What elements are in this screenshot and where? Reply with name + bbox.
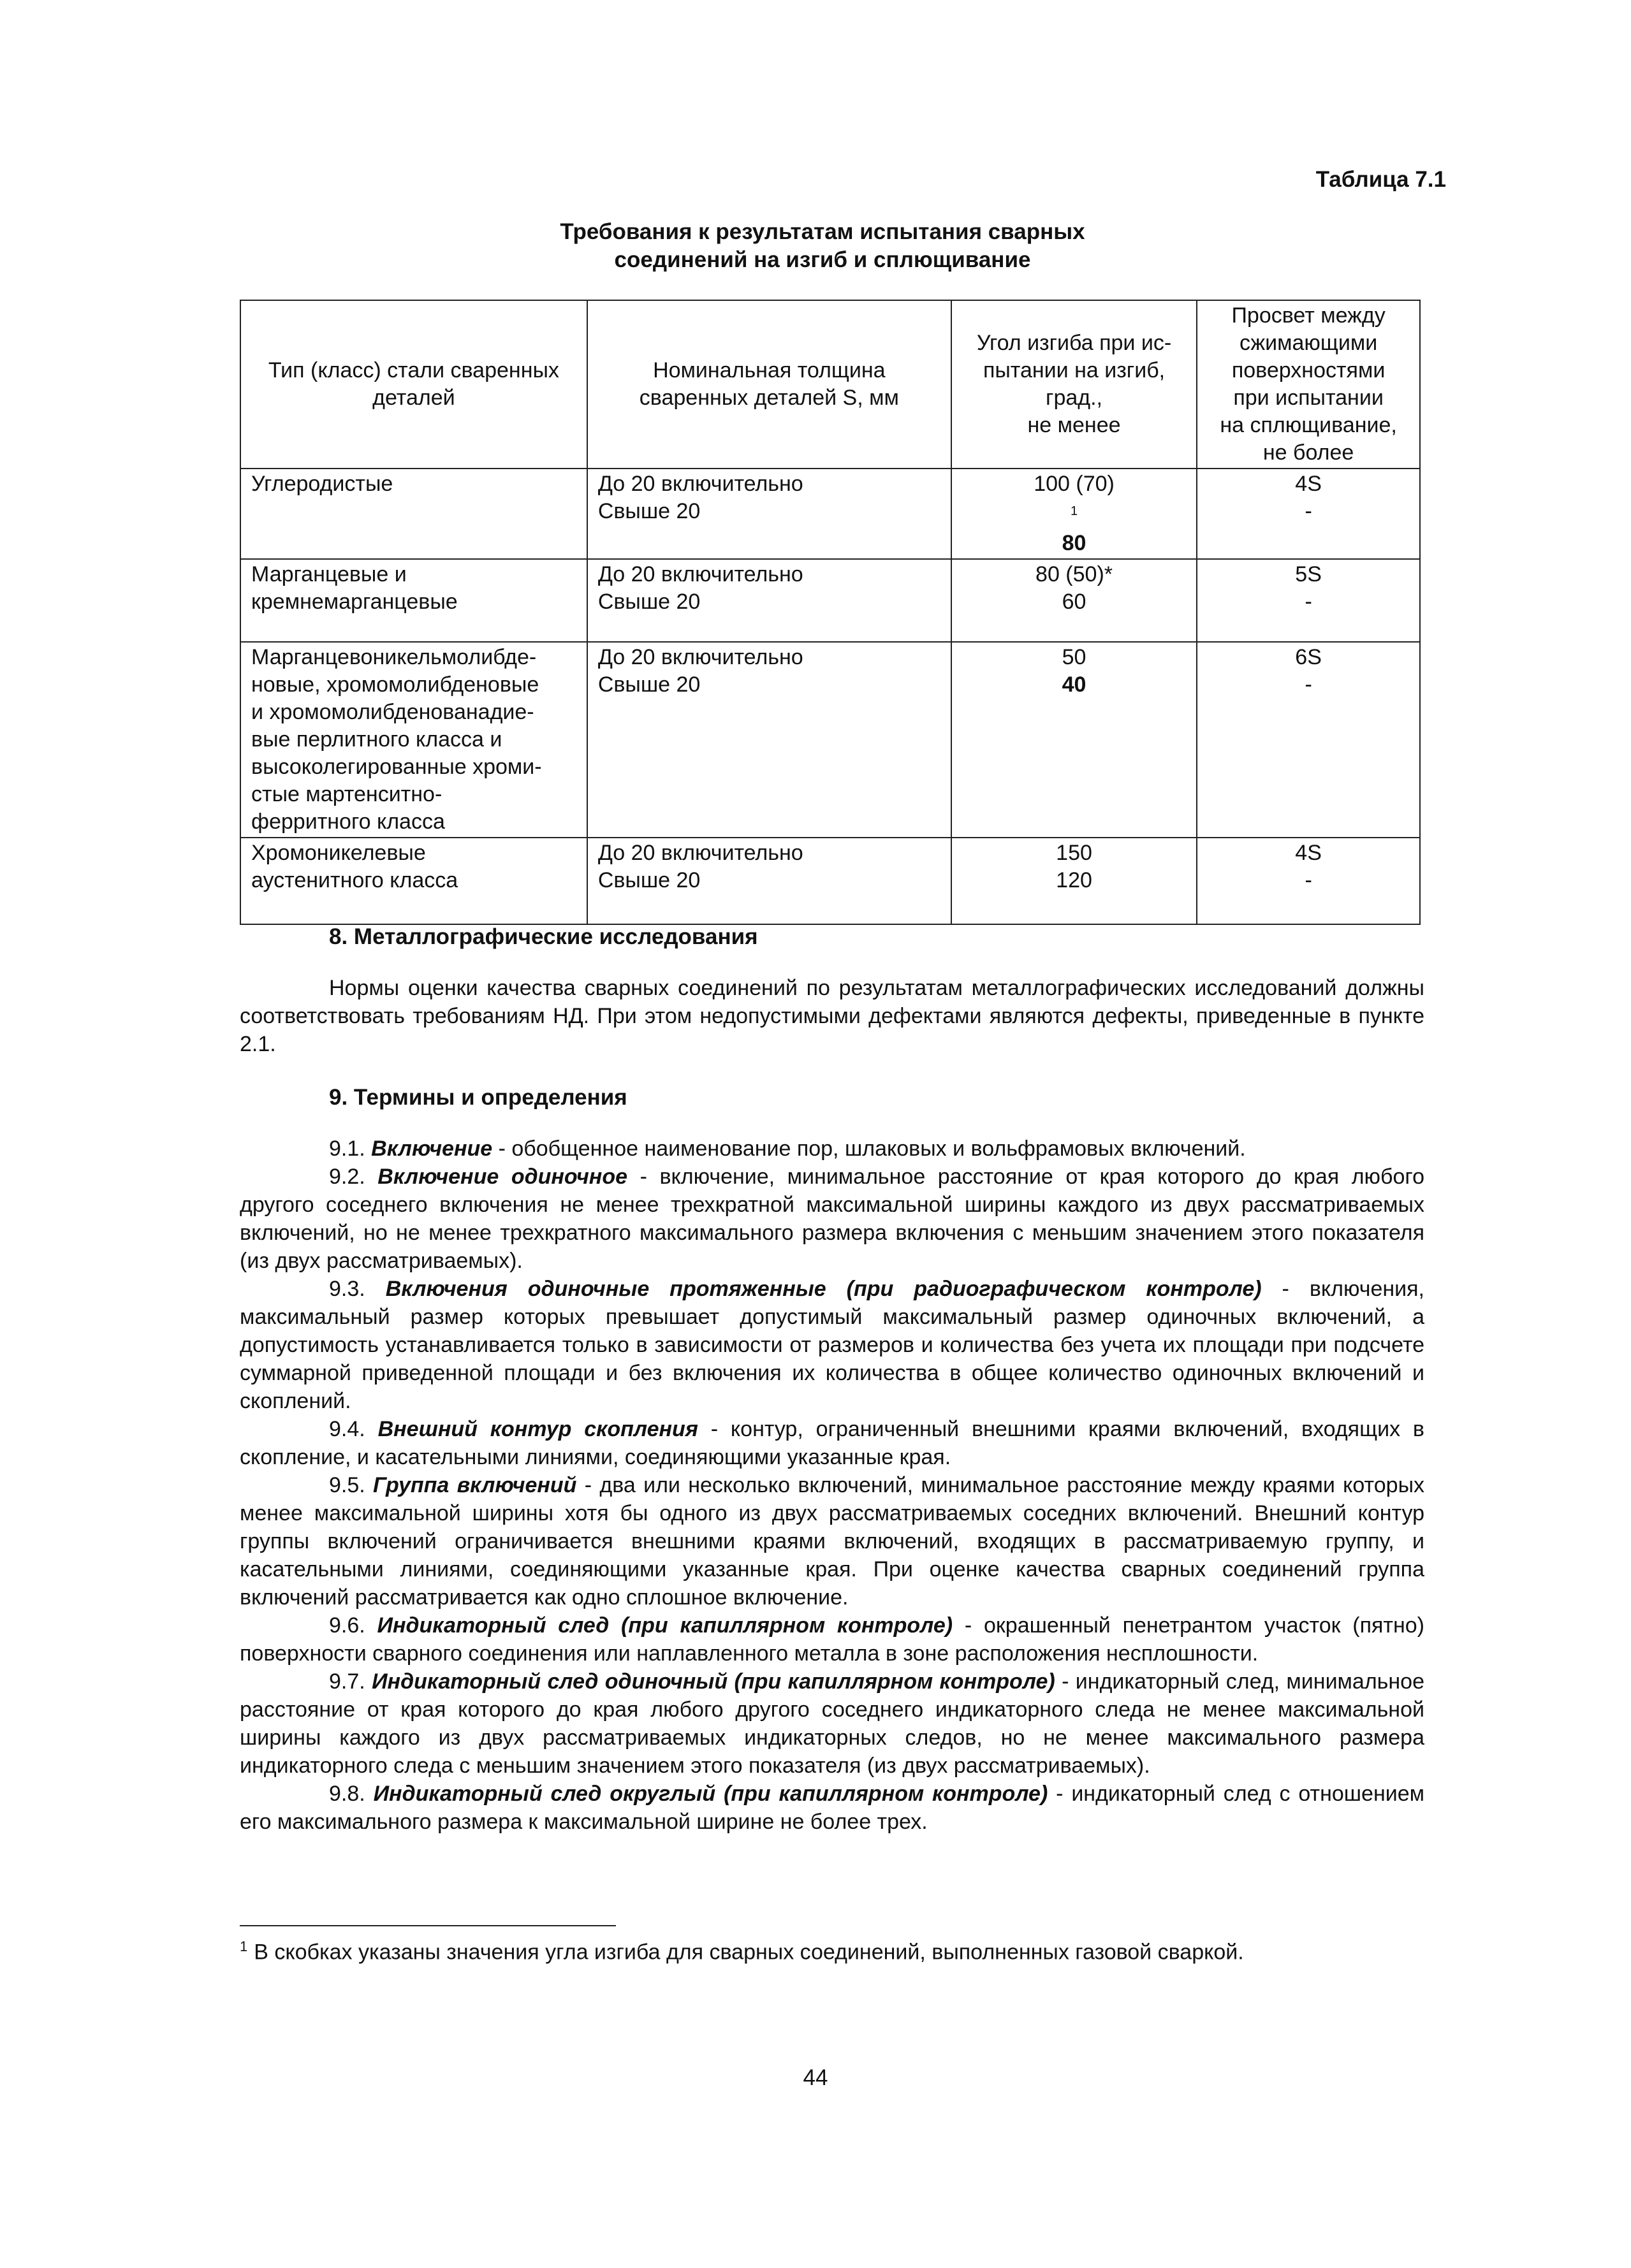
cell-line: 150 (1056, 841, 1092, 866)
definition-number: 9.1. (329, 1137, 365, 1161)
table-title-line: соединений на изгиб и сплющивание (614, 247, 1031, 272)
header-line: не более (1262, 440, 1354, 465)
header-bend-angle (951, 300, 1197, 469)
footnote (240, 1933, 1424, 1966)
footnote-text: В скобках указаны значения угла изгиба для сварных соединений, выполненных газовой сваркой. (254, 1940, 1244, 1965)
cell-line: 4S (1295, 472, 1322, 496)
table-header-row (240, 300, 1420, 469)
bend-angle-cell (951, 469, 1197, 559)
header-flattening-gap (1197, 300, 1420, 469)
header-steel-type: Тип (класс) стали сваренных деталей (240, 300, 587, 469)
cell-line: Хромоникелевые (251, 841, 426, 866)
definition-text: - включения, максимальный размер которых превышает допустимый максимальный размер одиночных включений, а допустимость устанавливается только в зависимости от размеров и количества без учета их площади при подсчете суммарной приведенной площади и без включения их количества в общее количество одиночных включений и скоплений. (240, 1277, 1425, 1413)
cell-line: Свыше 20 (597, 672, 701, 697)
table-title (523, 218, 1122, 274)
definition-text: - окрашенный пенетрантом участок (пятно) поверхности сварного соединения или наплавленного металла в зоне расположения несплошности. (240, 1613, 1424, 1666)
cell-line: - (1305, 499, 1312, 523)
definition-term: Индикаторный след (при капиллярном контроле) (377, 1613, 953, 1638)
definition-term: Включение одиночное (377, 1165, 628, 1189)
definition-text: - индикаторный след с отношением его максимального размера к максимальной ширине не более трех. (240, 1782, 1424, 1834)
cell-line: 80 (50)* (1035, 562, 1113, 587)
cell-line (962, 470, 1186, 530)
definition-term: Внешний контур скопления (377, 1417, 698, 1441)
gap-cell (1197, 559, 1420, 642)
cell-line: 80 (1062, 531, 1086, 556)
cell-line: 6S (1295, 645, 1322, 670)
cell-line: Свыше 20 (597, 590, 701, 614)
definition-number: 9.8. (329, 1782, 365, 1806)
definition-number: 9.2. (329, 1165, 365, 1189)
table-title-line: Требования к результатам испытания сварных (560, 219, 1085, 244)
bend-angle-cell (951, 838, 1197, 924)
cell-line: новые, хромомолибденовые (251, 672, 539, 697)
definition-9-5 (240, 1471, 1424, 1611)
definition-number: 9.4. (329, 1417, 365, 1441)
cell-line: ферритного класса (251, 810, 445, 834)
definition-9-1 (240, 1135, 1424, 1163)
cell-line: - (1305, 672, 1312, 697)
definition-term: Включения одиночные протяженные (при радиографическом контроле) (385, 1277, 1262, 1301)
definition-term: Включение (371, 1137, 493, 1161)
header-line: на сплющивание, (1220, 413, 1397, 437)
table-row (240, 559, 1420, 642)
definition-text: - два или несколько включений, минимальное расстояние между краями которых менее максимальной ширины хотя бы одного из двух рассматриваемых соседних включений. Внешний контур группы включений ограничивается внешними краями включений, входящих в рассматриваемую группу, и касательными линиями, соединяющими указанные края. При оценке качества сварных соединений группа включений рассматривается как одно сплошное включение. (240, 1473, 1425, 1610)
body-text (240, 923, 1424, 1836)
page-number: 44 (803, 2065, 828, 2090)
definition-9-8 (240, 1780, 1424, 1836)
section-9-heading: 9. Термины и определения (329, 1085, 627, 1110)
cell-line: Марганцевоникельмолибде- (251, 645, 537, 670)
steel-type-cell (240, 838, 587, 924)
header-line: при испытании (1233, 386, 1384, 410)
footnote-ref: 1 (1070, 504, 1078, 518)
cell-line: аустенитного класса (251, 868, 458, 893)
definition-text: - обобщенное наименование пор, шлаковых и вольфрамовых включений. (492, 1137, 1246, 1161)
definition-number: 9.7. (329, 1669, 365, 1694)
thickness-cell (587, 559, 951, 642)
definition-text: - контур, ограниченный внешними краями включений, входящих в скопление, и касательными линиями, соединяющими указанные края. (240, 1417, 1424, 1469)
cell-line: стые мартенситно- (251, 782, 442, 807)
section-8-heading: 8. Металлографические исследования (329, 924, 758, 949)
table-row (240, 838, 1420, 924)
steel-type-cell (240, 559, 587, 642)
header-line: Угол изгиба при ис- (976, 331, 1172, 355)
section-8-paragraph: Нормы оценки качества сварных соединений по результатам металлографических исследований должны соответствовать требованиям НД. При этом недопустимыми дефектами являются дефекты, приведенные в пункте 2.1. (240, 976, 1424, 1056)
cell-line: До 20 включительно (597, 841, 803, 866)
definition-number: 9.5. (329, 1473, 365, 1497)
cell-line: - (1305, 868, 1312, 893)
footnote-divider (240, 1925, 616, 1926)
header-line: поверхностями (1231, 358, 1386, 382)
gap-cell (1197, 642, 1420, 838)
definition-term: Индикаторный след одиночный (при капиллярном контроле) (372, 1669, 1055, 1694)
table-number: Таблица 7.1 (1315, 167, 1446, 192)
header-line: сжимающими (1239, 331, 1378, 355)
cell-line: 120 (1056, 868, 1092, 893)
definition-text: - включение, минимальное расстояние от края которого до края любого другого соседнего включения не менее трехкратной максимальной ширины каждого из двух рассматриваемых включений, но не менее трехкратного максимального размера включения с меньшим значением этого показателя (из двух рассматриваемых). (240, 1165, 1424, 1273)
cell-line: Свыше 20 (597, 499, 701, 523)
definition-9-6 (240, 1611, 1424, 1668)
cell-line: 4S (1295, 841, 1322, 866)
table-row (240, 469, 1420, 559)
cell-line: 60 (1062, 590, 1086, 614)
gap-cell (1197, 469, 1420, 559)
steel-type-cell (240, 469, 587, 559)
bend-angle-cell (951, 642, 1197, 838)
cell-line: 40 (1062, 672, 1086, 697)
header-line: град., (1046, 386, 1102, 410)
cell-line: Марганцевые и (251, 562, 407, 587)
cell-line: 50 (1062, 645, 1086, 670)
header-line: Просвет между (1231, 303, 1386, 328)
definition-9-3 (240, 1275, 1424, 1415)
cell-line: До 20 включительно (597, 562, 803, 587)
definition-number: 9.6. (329, 1613, 365, 1638)
footnote-mark: 1 (240, 1938, 248, 1954)
definition-9-2 (240, 1163, 1424, 1275)
definition-term: Индикаторный след округлый (при капиллярном контроле) (373, 1782, 1048, 1806)
cell-line: - (1305, 590, 1312, 614)
header-line: не менее (1027, 413, 1121, 437)
definition-9-4 (240, 1415, 1424, 1471)
header-line: пытании на изгиб, (983, 358, 1166, 382)
thickness-cell (587, 469, 951, 559)
definition-number: 9.3. (329, 1277, 365, 1301)
cell-line: 5S (1295, 562, 1322, 587)
cell-line: вые перлитного класса и (251, 727, 502, 752)
bend-angle-cell (951, 559, 1197, 642)
definition-9-7 (240, 1668, 1424, 1780)
cell-line: и хромомолибденованадие- (251, 700, 534, 725)
table-row (240, 642, 1420, 838)
cell-line: высоколегированные хроми- (251, 755, 542, 780)
cell-line: кремнемарганцевые (251, 590, 458, 614)
requirements-table (240, 300, 1421, 925)
cell-line: До 20 включительно (597, 472, 803, 496)
cell-line: Свыше 20 (597, 868, 701, 893)
angle-value: 100 (70) (1034, 472, 1115, 496)
gap-cell (1197, 838, 1420, 924)
cell-line: Углеродистые (251, 472, 393, 496)
header-thickness: Номинальная толщина сваренных деталей S, мм (587, 300, 951, 469)
definition-term: Группа включений (373, 1473, 577, 1497)
cell-line: До 20 включительно (597, 645, 803, 670)
thickness-cell (587, 838, 951, 924)
thickness-cell (587, 642, 951, 838)
definition-text: - индикаторный след, минимальное расстояние от края которого до края любого другого соседнего индикаторного следа не менее максимальной ширины каждого из двух рассматриваемых индикаторных следов, но не менее максимального размера индикаторного следа с меньшим значением этого показателя (из двух рассматриваемых). (240, 1669, 1424, 1778)
steel-type-cell (240, 642, 587, 838)
